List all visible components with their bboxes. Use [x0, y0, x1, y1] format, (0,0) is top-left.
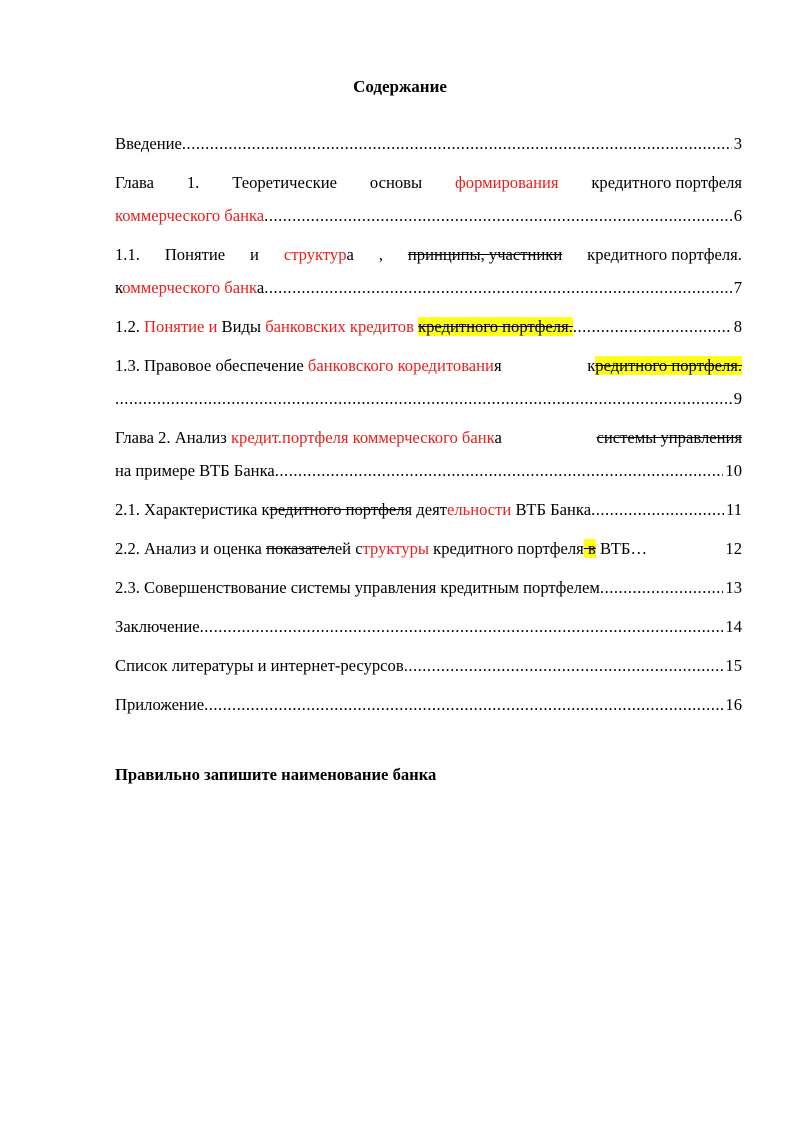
edited-text: оммерческого банк	[122, 278, 257, 297]
toc-page-number: 7	[733, 278, 742, 297]
toc-text: я деят	[404, 500, 447, 519]
toc-word: ,	[378, 245, 383, 264]
edited-word: формирования	[455, 173, 559, 192]
deleted-text: показател	[266, 539, 335, 558]
toc-text: а	[346, 245, 354, 264]
deleted-highlighted-text: редитного портфеля.	[595, 356, 742, 375]
toc-label: Список литературы и интернет-ресурсов	[115, 656, 404, 675]
toc-entry-2-1[interactable]	[115, 497, 742, 523]
dot-leader	[204, 692, 723, 718]
dot-leader	[264, 275, 732, 301]
dot-leader	[275, 458, 724, 484]
toc-entry-conclusion[interactable]	[115, 614, 742, 640]
toc-entry-1-1-line1[interactable]	[115, 242, 742, 268]
toc-entry-1-3-line1[interactable]	[115, 353, 742, 379]
toc-page-number: 14	[725, 617, 742, 636]
toc-text: Глава 2. Анализ	[115, 428, 231, 447]
toc-page-number: 8	[733, 317, 742, 336]
edited-text: ельности	[447, 500, 512, 519]
toc-label: Заключение	[115, 617, 200, 636]
toc-text-group	[587, 353, 742, 379]
toc-word: кредитного портфеля.	[587, 245, 742, 264]
dot-leader	[115, 386, 732, 412]
edited-text: труктуры	[362, 539, 430, 558]
toc-page-number: 11	[726, 500, 742, 519]
toc-text: 1.3. Правовое обеспечение	[115, 356, 308, 375]
deleted-text: принципы, участники	[407, 245, 563, 264]
toc-page-number: 13	[725, 578, 742, 597]
toc-word: 1.1.	[115, 245, 140, 264]
toc-text: к	[587, 356, 596, 375]
toc-word: и	[250, 245, 259, 264]
toc-entry-ch1-line2[interactable]	[115, 203, 742, 229]
dot-leader	[200, 614, 724, 640]
toc-page-number: 9	[733, 389, 742, 408]
toc-word: кредитного портфеля	[591, 173, 742, 192]
dot-leader	[182, 131, 732, 157]
toc-entry-intro[interactable]	[115, 131, 742, 157]
toc-label	[115, 314, 573, 340]
toc-page-number: 16	[725, 695, 742, 714]
toc-text: кредитного портфеля	[429, 539, 584, 558]
toc-word: Понятие	[164, 245, 226, 264]
toc-entry-ch2-line2[interactable]	[115, 458, 742, 484]
toc-page-number: 10	[725, 461, 742, 480]
toc-entry-1-2[interactable]	[115, 314, 742, 340]
toc-label	[115, 536, 647, 562]
toc-label	[115, 353, 502, 379]
page-title: Содержание	[353, 77, 447, 96]
toc-entry-appendix[interactable]	[115, 692, 742, 718]
toc-entry-1-3-line2[interactable]	[115, 386, 742, 412]
toc-label	[115, 497, 591, 523]
toc-label	[115, 425, 502, 451]
edited-text: банковского коредитовани	[307, 356, 494, 375]
edited-text: структур	[283, 245, 347, 264]
toc-text: ВТБ…	[595, 539, 648, 558]
edited-text: Понятие и	[144, 317, 222, 336]
edited-text: банковских кредитов	[265, 317, 414, 336]
dot-leader	[600, 575, 723, 601]
dot-leader	[591, 497, 724, 523]
toc-page-number: 3	[733, 134, 742, 153]
toc-page-number: 12	[725, 539, 742, 558]
toc-entry-2-3[interactable]	[115, 575, 742, 601]
toc-word: основы	[369, 173, 423, 192]
toc-word: Глава	[115, 173, 154, 192]
toc-word: 1.	[186, 173, 200, 192]
toc-text: 2.2. Анализ и оценка	[115, 539, 267, 558]
edited-text: коммерческого банка	[115, 206, 265, 225]
deleted-text: редитного портфел	[269, 500, 405, 519]
toc-page-number: 6	[733, 206, 742, 225]
toc-text: к	[115, 278, 123, 297]
toc-text: ей с	[334, 539, 363, 558]
toc-label	[115, 275, 264, 301]
toc-label: Введение	[115, 134, 182, 153]
toc-label: на примере ВТБ Банка	[115, 461, 275, 480]
toc-entry-ch2-line1[interactable]	[115, 425, 742, 451]
dot-leader	[264, 203, 732, 229]
toc-entry-ch1-line1[interactable]	[115, 170, 742, 196]
toc-word-group	[284, 242, 354, 268]
deleted-highlighted-text: в	[583, 539, 596, 558]
deleted-text: системы управления	[596, 428, 742, 447]
review-note: Правильно запишите наименование банка	[115, 765, 437, 784]
toc-text: Виды	[221, 317, 266, 336]
deleted-highlighted-text: кредитного портфеля.	[418, 317, 573, 336]
toc-text: а	[494, 428, 502, 447]
toc-text: ВТБ Банка	[511, 500, 592, 519]
toc-entry-literature[interactable]	[115, 653, 742, 679]
dot-leader	[404, 653, 724, 679]
edited-text: кредит.портфеля коммерческого банк	[230, 428, 495, 447]
toc-entry-1-1-line2[interactable]	[115, 275, 742, 301]
toc-text: 2.1. Характеристика к	[115, 500, 270, 519]
toc-word: Теоретические	[232, 173, 337, 192]
toc-text: 1.2.	[115, 317, 145, 336]
toc-label: Приложение	[115, 695, 205, 714]
toc-text: а	[256, 278, 265, 297]
toc-entry-2-2[interactable]	[115, 536, 742, 562]
toc-label: 2.3. Совершенствование системы управления кредитным портфелем	[115, 578, 600, 597]
toc-page-number: 15	[725, 656, 742, 675]
toc-text: я	[493, 356, 502, 375]
dot-leader	[573, 314, 732, 340]
